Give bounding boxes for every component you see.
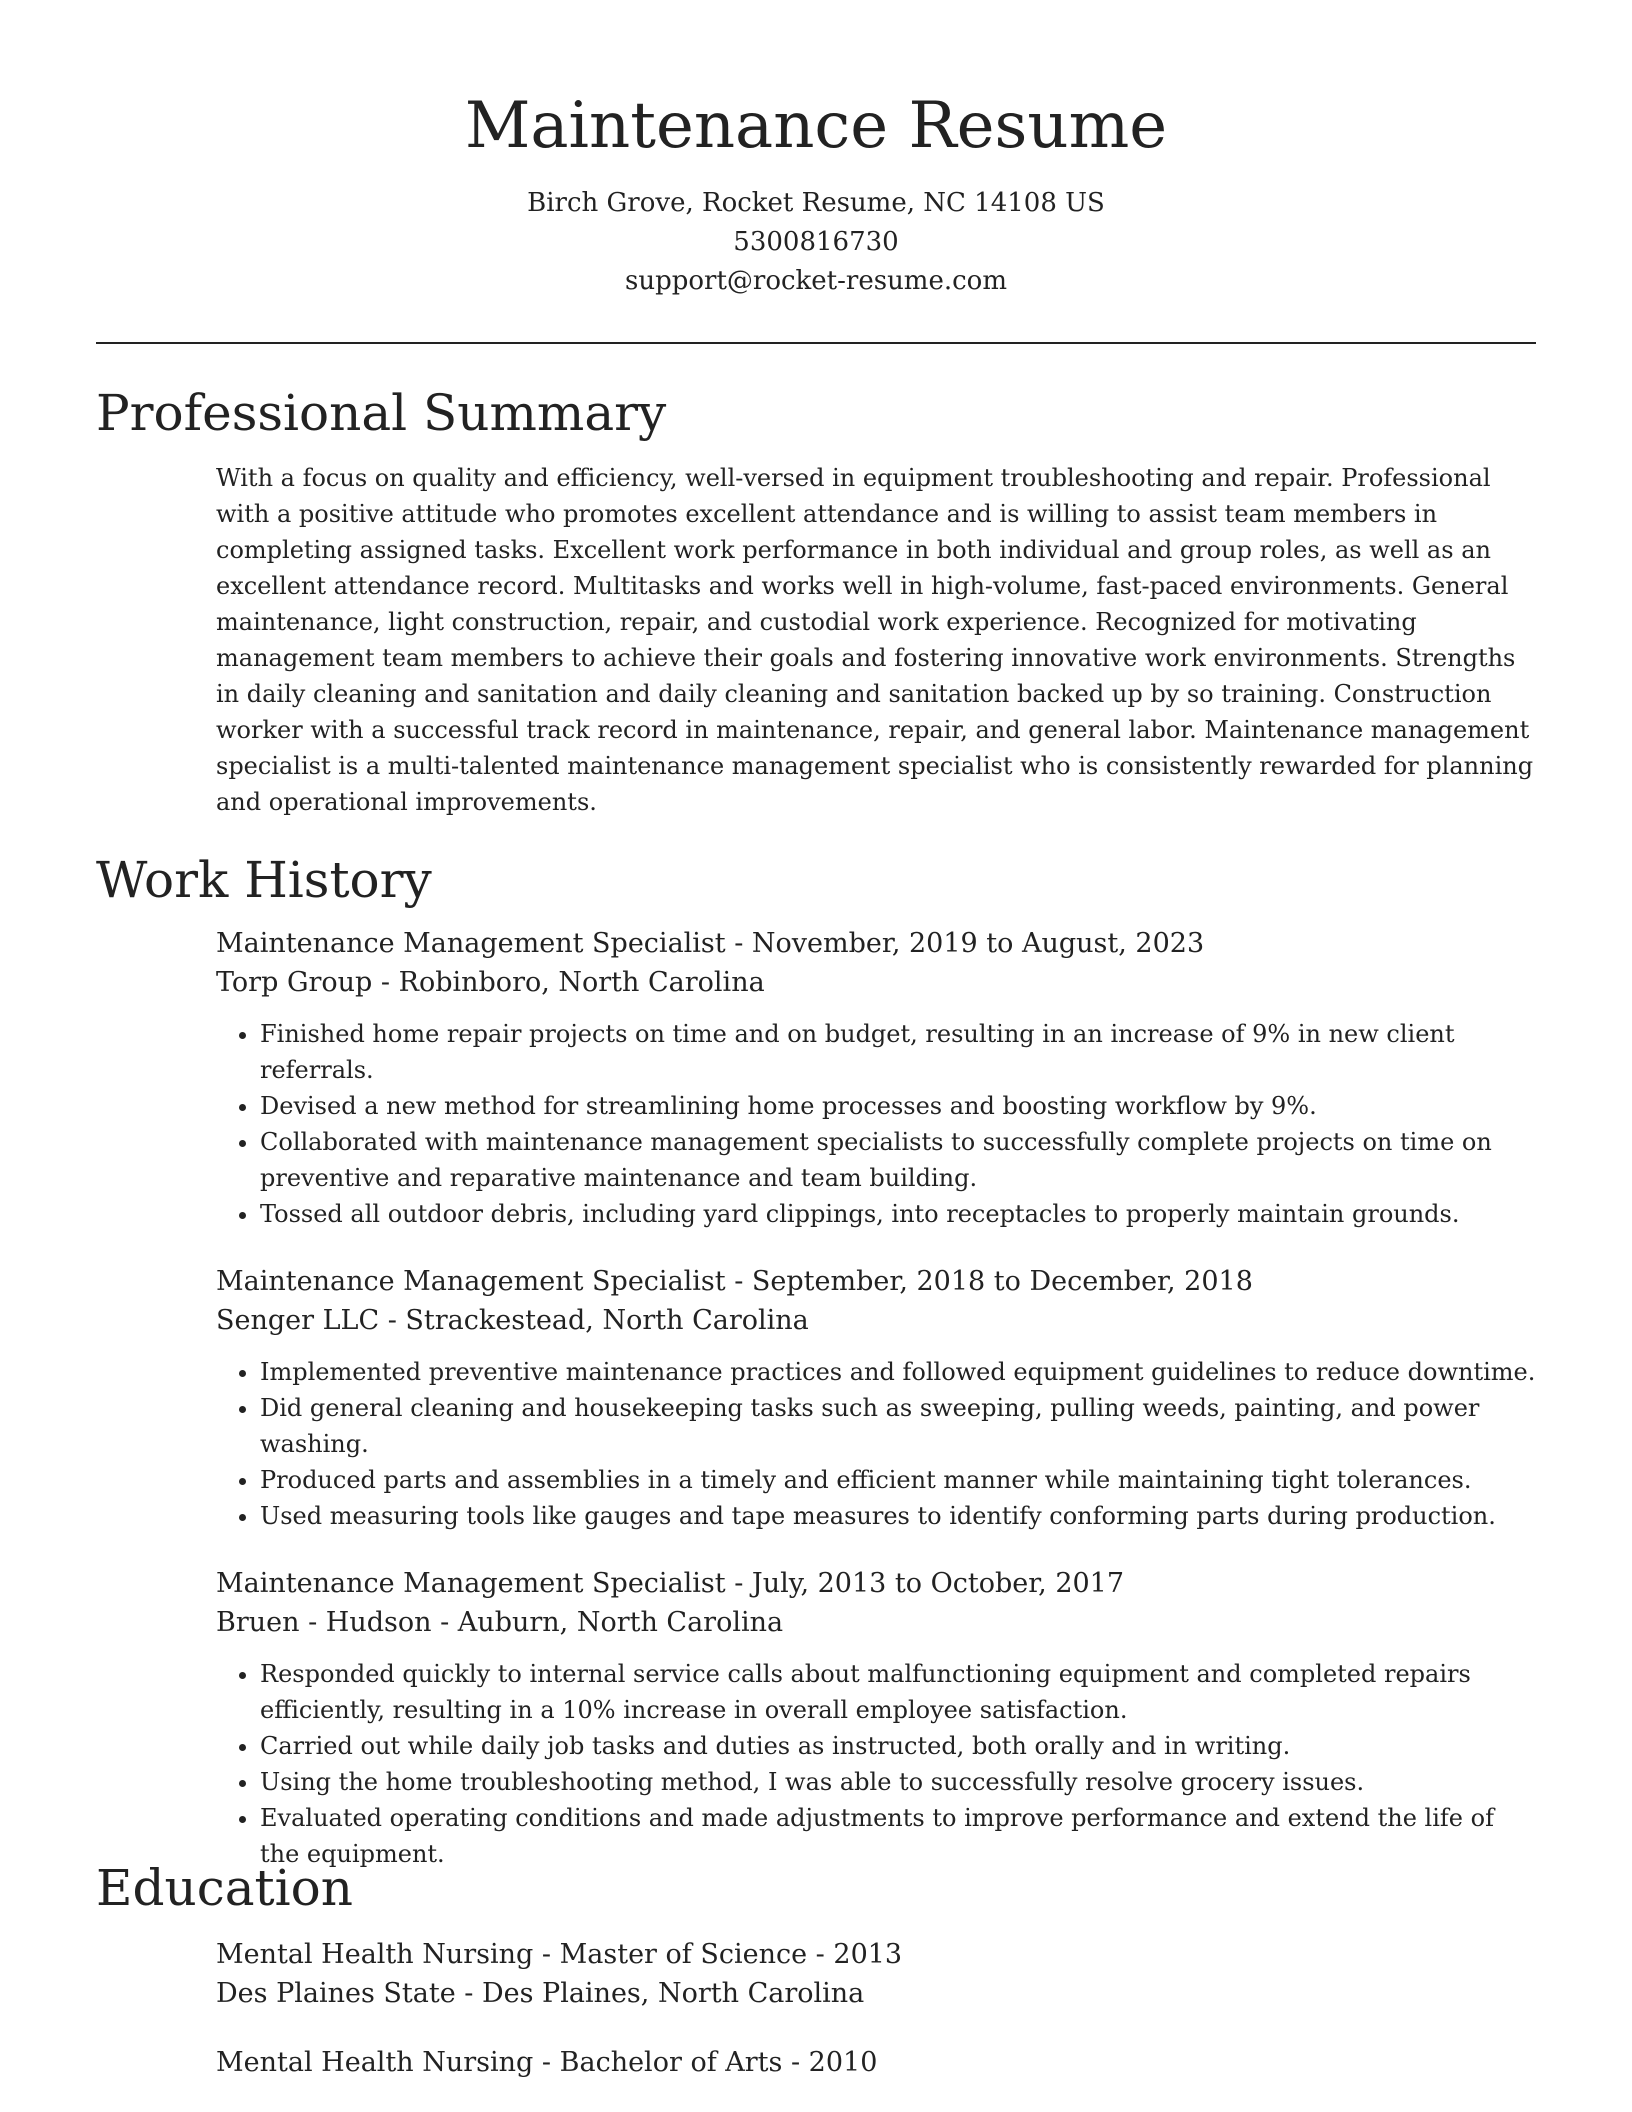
education-entry [216,1935,1536,2013]
header-divider [96,342,1536,344]
job-bullet: • Carried out while daily job tasks and duties as instructed, both orally and in writing. [260,1728,1536,1764]
education-section [216,1935,1536,2112]
education-school-line: Des Plaines State - Des Plaines, North Carolina [216,1978,865,2009]
job-company-line: Senger LLC - Strackestead, North Carolina [216,1305,809,1336]
contact-block [0,184,1632,301]
job-bullet: • Did general cleaning and housekeeping tasks such as sweeping, pulling weeds, painting, and power washing. [260,1390,1536,1462]
job-bullet: • Using the home troubleshooting method, I was able to successfully resolve grocery issues. [260,1764,1536,1800]
job-bullet: • Implemented preventive maintenance practices and followed equipment guidelines to reduce downtime. [260,1354,1536,1390]
job-title-line: Maintenance Management Specialist - September, 2018 to December, 2018 [216,1266,1253,1297]
job-company-line: Torp Group - Robinboro, North Carolina [216,967,765,998]
job-bullet: • Used measuring tools like gauges and tape measures to identify conforming parts during production. [260,1498,1536,1534]
job-bullet: • Collaborated with maintenance management specialists to successfully complete projects on time on preventive and reparative maintenance and team building. [260,1124,1536,1196]
summary-heading: Professional Summary [96,384,667,442]
education-degree-line: Mental Health Nursing - Bachelor of Arts - 2010 [216,2047,878,2078]
work-history-heading: Work History [96,851,432,909]
contact-email: support@rocket-resume.com [624,266,1007,296]
education-heading: Education [96,1859,353,1917]
job-entry [216,1262,1536,1534]
job-bullet: • Devised a new method for streamlining home processes and boosting workflow by 9%. [260,1088,1536,1124]
job-bullet-list [216,1656,1536,1872]
job-company-line: Bruen - Hudson - Auburn, North Carolina [216,1607,784,1638]
job-title-line: Maintenance Management Specialist - November, 2019 to August, 2023 [216,928,1205,959]
education-entry [216,2043,1536,2082]
contact-phone: 5300816730 [733,227,899,257]
job-bullet: • Finished home repair projects on time and on budget, resulting in an increase of 9% in new client referrals. [260,1016,1536,1088]
job-bullet-list [216,1016,1536,1232]
resume-header [0,82,1632,301]
job-bullet: • Tossed all outdoor debris, including yard clippings, into receptacles to properly maintain grounds. [260,1196,1536,1232]
resume-title: Maintenance Resume [464,89,1168,163]
summary-section [216,460,1536,820]
job-entry [216,1564,1536,1872]
job-title-line: Maintenance Management Specialist - July, 2013 to October, 2017 [216,1568,1125,1599]
summary-text: With a focus on quality and efficiency, well-versed in equipment troubleshooting and repair. Professional with a positive attitude who promotes excellent attendance and is willing to assist team members in completing assigned tasks. Excellent work performance in both individual and group roles, as well as an excellent attendance record. Multitasks and works well in high-volume, fast-paced environments. General maintenance, light construction, repair, and custodial work experience. Recognized for motivating management team members to achieve their goals and fostering innovative work environments. Strengths in daily cleaning and sanitation and daily cleaning and sanitation backed up by so training. Construction worker with a successful track record in maintenance, repair, and general labor. Maintenance management specialist is a multi-talented maintenance management specialist who is consistently rewarded for planning and operational improvements. [216,464,1534,816]
contact-address: Birch Grove, Rocket Resume, NC 14108 US [527,188,1105,218]
job-bullet: • Produced parts and assemblies in a timely and efficient manner while maintaining tight tolerances. [260,1462,1536,1498]
job-bullet-list [216,1354,1536,1534]
education-degree-line: Mental Health Nursing - Master of Science - 2013 [216,1939,903,1970]
job-bullet: • Responded quickly to internal service calls about malfunctioning equipment and completed repairs efficiently, resulting in a 10% increase in overall employee satisfaction. [260,1656,1536,1728]
job-bullet: • Evaluated operating conditions and made adjustments to improve performance and extend the life of the equipment. [260,1800,1536,1872]
work-history-section [216,924,1536,1902]
job-entry [216,924,1536,1232]
